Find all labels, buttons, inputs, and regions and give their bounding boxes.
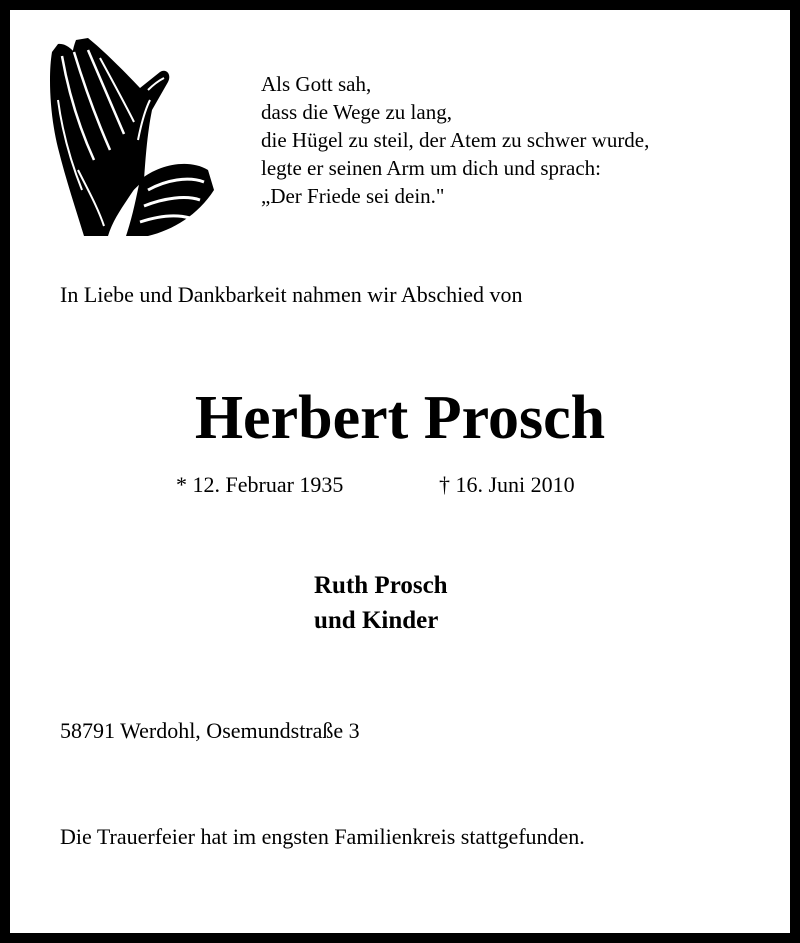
poem [261, 70, 649, 210]
deceased-name: Herbert Prosch [194, 384, 606, 452]
death-date: † 16. Juni 2010 [439, 472, 575, 497]
birth-date: * 12. Februar 1935 [176, 472, 344, 497]
poem-line: „Der Friede sei dein." [261, 184, 445, 208]
address: 58791 Werdohl, Osemundstraße 3 [60, 718, 360, 743]
mourners [314, 568, 448, 638]
praying-hands-icon [48, 30, 216, 238]
poem-line: Als Gott sah, [261, 72, 372, 96]
intro-text: In Liebe und Dankbarkeit nahmen wir Abschied von [60, 282, 523, 307]
mourner-line: Ruth Prosch [314, 572, 448, 599]
poem-line: dass die Wege zu lang, [261, 100, 452, 124]
poem-line: die Hügel zu steil, der Atem zu schwer wurde, [261, 128, 650, 152]
poem-line: legte er seinen Arm um dich und sprach: [261, 156, 601, 180]
funeral-note: Die Trauerfeier hat im engsten Familienkreis stattgefunden. [60, 824, 585, 849]
mourner-line: und Kinder [314, 607, 439, 634]
